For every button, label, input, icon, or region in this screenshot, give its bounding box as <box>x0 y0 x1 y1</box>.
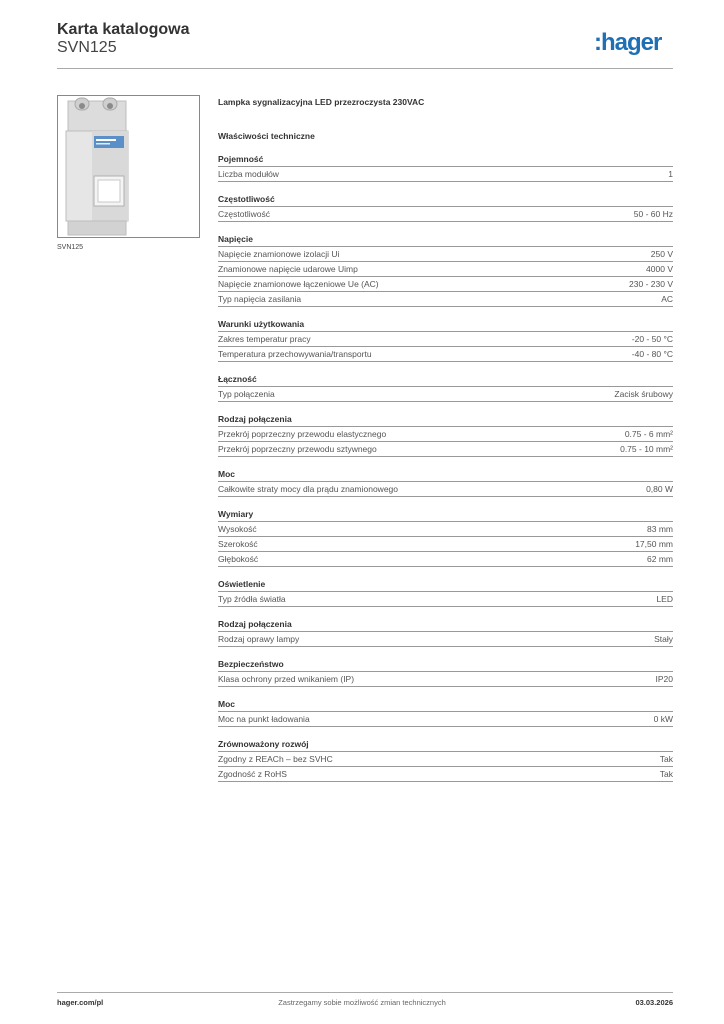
spec-label: Częstotliwość <box>218 209 270 219</box>
spec-value: 50 - 60 Hz <box>633 209 673 219</box>
spec-value: 0,80 W <box>646 484 673 494</box>
section-title: Zrównoważony rozwój <box>218 737 673 752</box>
spec-value: 0.75 - 10 mm² <box>620 444 673 454</box>
spec-row <box>218 592 673 607</box>
spec-label: Napięcie znamionowe izolacji Ui <box>218 249 340 259</box>
spec-value: Zacisk śrubowy <box>614 389 673 399</box>
footer-date: 03.03.2026 <box>635 998 673 1007</box>
spec-value: 17,50 mm <box>635 539 673 549</box>
spec-row <box>218 207 673 222</box>
spec-content <box>218 95 673 792</box>
section-title: Moc <box>218 467 673 482</box>
spec-value: 250 V <box>650 249 673 259</box>
spec-label: Zgodny z REACh – bez SVHC <box>218 754 333 764</box>
product-code: SVN125 <box>57 39 117 56</box>
section-title: Częstotliwość <box>218 192 673 207</box>
spec-label: Całkowite straty mocy dla prądu znamionowego <box>218 484 399 494</box>
spec-row <box>218 672 673 687</box>
section-title: Warunki użytkowania <box>218 317 673 332</box>
spec-label: Typ napięcia zasilania <box>218 294 302 304</box>
spec-row <box>218 292 673 307</box>
spec-label: Znamionowe napięcie udarowe Uimp <box>218 264 358 274</box>
spec-row <box>218 277 673 292</box>
spec-label: Głębokość <box>218 554 259 564</box>
header-divider <box>57 68 673 69</box>
spec-row <box>218 752 673 767</box>
spec-value: Stały <box>654 634 673 644</box>
spec-value: 83 mm <box>647 524 673 534</box>
spec-label: Szerokość <box>218 539 258 549</box>
spec-label: Typ źródła światła <box>218 594 286 604</box>
spec-label: Rodzaj oprawy lampy <box>218 634 300 644</box>
spec-row <box>218 522 673 537</box>
spec-sections <box>218 152 673 782</box>
spec-value: IP20 <box>655 674 673 684</box>
spec-label: Liczba modułów <box>218 169 279 179</box>
spec-value: 4000 V <box>646 264 673 274</box>
spec-label: Moc na punkt ładowania <box>218 714 310 724</box>
spec-row <box>218 767 673 782</box>
footer-website: hager.com/pl <box>57 998 104 1007</box>
hager-logo <box>594 28 674 58</box>
spec-row <box>218 427 673 442</box>
spec-value: 0.75 - 6 mm² <box>624 429 673 439</box>
section-title: Pojemność <box>218 152 673 167</box>
spec-label: Temperatura przechowywania/transportu <box>218 349 372 359</box>
footer-notice: Zastrzegamy sobie możliwość zmian technicznych <box>278 998 446 1007</box>
spec-value: -40 - 80 °C <box>631 349 673 359</box>
spec-row <box>218 552 673 567</box>
spec-label: Przekrój poprzeczny przewodu sztywnego <box>218 444 377 454</box>
section-title: Bezpieczeństwo <box>218 657 673 672</box>
spec-section <box>218 657 673 687</box>
spec-section <box>218 467 673 497</box>
spec-label: Zgodność z RoHS <box>218 769 287 779</box>
spec-value: Tak <box>659 769 673 779</box>
spec-section <box>218 412 673 457</box>
spec-row <box>218 482 673 497</box>
spec-value: 1 <box>668 169 673 179</box>
spec-row <box>218 712 673 727</box>
spec-section <box>218 737 673 782</box>
product-title: Lampka sygnalizacyjna LED przezroczysta 230VAC <box>218 97 425 107</box>
spec-row <box>218 632 673 647</box>
section-title: Rodzaj połączenia <box>218 412 673 427</box>
spec-section <box>218 507 673 567</box>
spec-label: Wysokość <box>218 524 257 534</box>
spec-value: AC <box>661 294 673 304</box>
spec-row <box>218 247 673 262</box>
image-caption: SVN125 <box>57 244 84 251</box>
hager-logo-text: :hager <box>594 29 662 56</box>
spec-label: Przekrój poprzeczny przewodu elastycznego <box>218 429 387 439</box>
spec-row <box>218 537 673 552</box>
spec-value: 62 mm <box>647 554 673 564</box>
spec-section <box>218 697 673 727</box>
spec-row <box>218 167 673 182</box>
footer-divider <box>57 992 673 993</box>
spec-section <box>218 577 673 607</box>
spec-section <box>218 192 673 222</box>
spec-row <box>218 387 673 402</box>
section-title: Łączność <box>218 372 673 387</box>
section-title: Rodzaj połączenia <box>218 617 673 632</box>
section-title: Moc <box>218 697 673 712</box>
spec-section <box>218 232 673 307</box>
spec-label: Klasa ochrony przed wnikaniem (IP) <box>218 674 355 684</box>
product-image <box>57 95 200 238</box>
spec-value: LED <box>656 594 673 604</box>
spec-section <box>218 617 673 647</box>
section-title: Oświetlenie <box>218 577 673 592</box>
spec-label: Zakres temperatur pracy <box>218 334 311 344</box>
spec-row <box>218 262 673 277</box>
spec-row <box>218 442 673 457</box>
spec-value: 230 - 230 V <box>629 279 673 289</box>
spec-row <box>218 347 673 362</box>
section-title: Wymiary <box>218 507 673 522</box>
section-title: Napięcie <box>218 232 673 247</box>
spec-value: -20 - 50 °C <box>631 334 673 344</box>
spec-section <box>218 152 673 182</box>
spec-value: Tak <box>659 754 673 764</box>
properties-heading: Właściwości techniczne <box>218 131 315 141</box>
spec-label: Napięcie znamionowe łączeniowe Ue (AC) <box>218 279 379 289</box>
page-title: Karta katalogowa <box>57 21 190 38</box>
spec-section <box>218 372 673 402</box>
spec-value: 0 kW <box>653 714 673 724</box>
spec-row <box>218 332 673 347</box>
spec-label: Typ połączenia <box>218 389 275 399</box>
modular-device-icon <box>58 96 199 237</box>
spec-section <box>218 317 673 362</box>
